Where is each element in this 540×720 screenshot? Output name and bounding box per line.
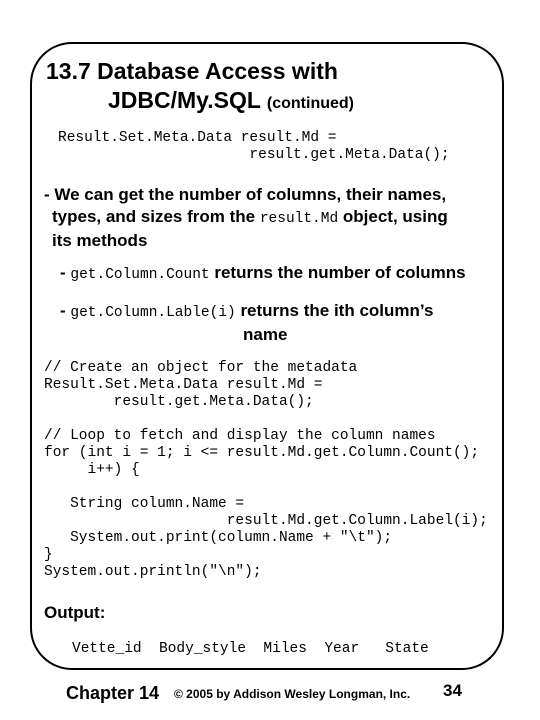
slide-title-suffix: (continued) <box>266 95 354 112</box>
main-code-block: // Create an object for the metadata Result.Set.Meta.Data result.Md = result.get.Meta.Data(); // Loop to fetch and display the column names for (int i = 1; i <= result.Md.get.Column.Count(); i++) { String column.Name = result.Md.get.Column.Label(i); System.out.print(column.Name + "\t"); } System.out.println("\n"); <box>44 360 488 580</box>
output-label: Output: <box>44 603 106 622</box>
bullet-columns-info <box>44 184 448 252</box>
bullet-columns-info-line3: its methods <box>52 231 148 250</box>
slide-title-line2 <box>108 87 354 114</box>
bullet-columns-info-line2: types, and sizes from the result.Md object, using <box>52 207 448 227</box>
declaration-code: Result.Set.Meta.Data result.Md = result.get.Meta.Data(); <box>58 130 450 163</box>
footer-chapter: Chapter 14 <box>66 683 160 703</box>
output-row: Vette_id Body_style Miles Year State <box>72 641 429 657</box>
footer-page-number: 34 <box>443 681 462 700</box>
slide-title-text: JDBC/My.SQL <box>108 87 261 113</box>
footer-copyright: © 2005 by Addison Wesley Longman, Inc. <box>174 687 411 701</box>
bullet-get-column-label: - get.Column.Lable(i) returns the ith column’s name <box>60 301 434 344</box>
bullet-columns-info-line1: - We can get the number of columns, their names, <box>44 185 447 204</box>
bullet-get-column-count: - get.Column.Count returns the number of columns <box>60 263 466 283</box>
slide-title-line1: 13.7 Database Access with <box>46 58 338 84</box>
